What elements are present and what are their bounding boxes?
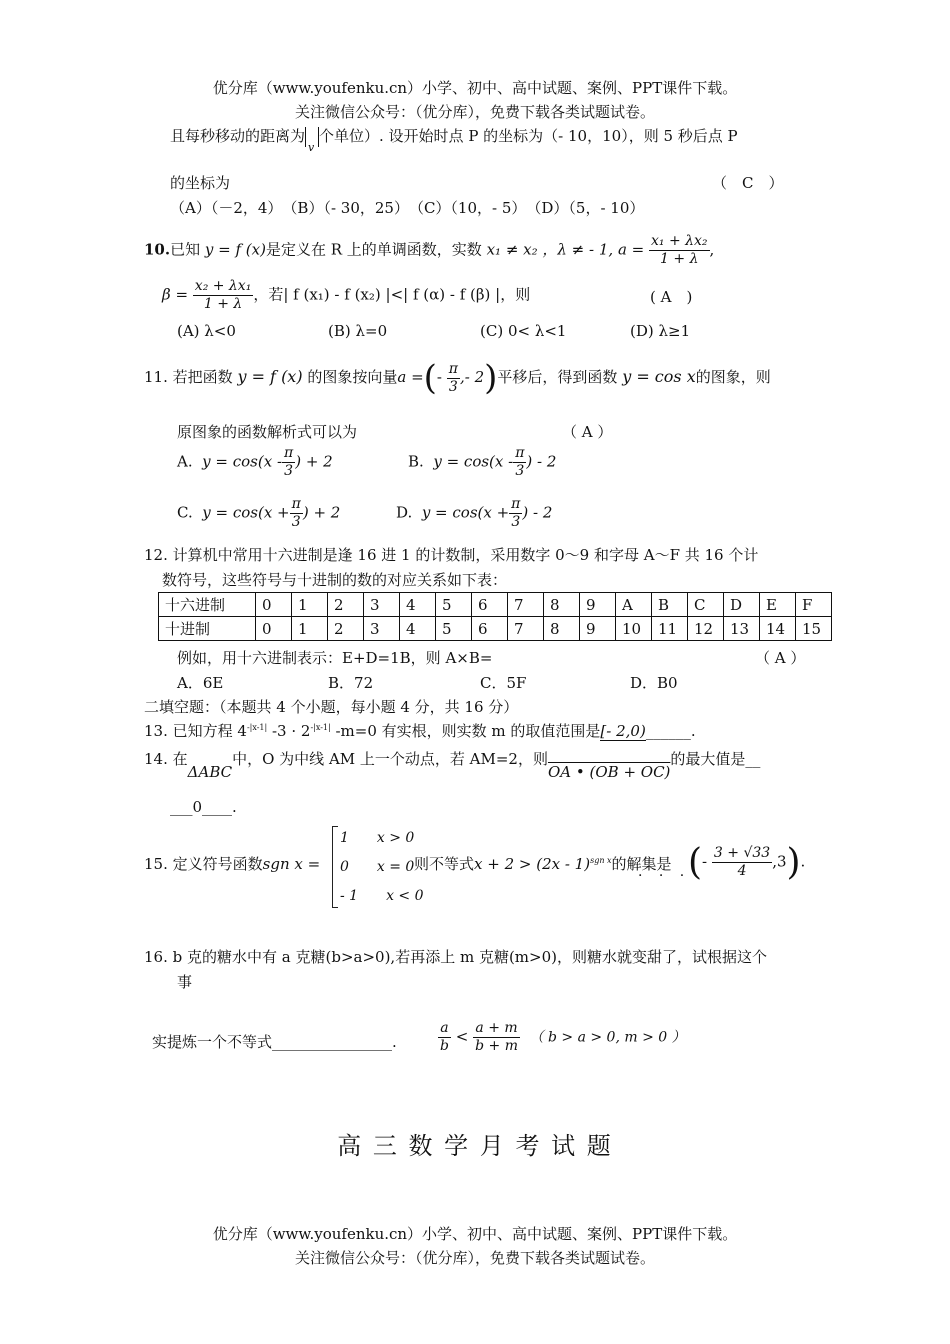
hex-table bbox=[158, 592, 832, 641]
hex-cell: 2 bbox=[328, 593, 364, 617]
q13: 13. 已知方程 $4^{-|x-1|}$ $-3 \cdot 2^{-|x-1|}$ -m=0 有实根，则实数 m 的取值范围是[- 2,0)______. bbox=[144, 722, 696, 740]
q16-answer: $\frac{a}{b}$ < $\frac{a + m}{b + m}$ （ b > a > 0, m > 0 ） bbox=[440, 1020, 686, 1054]
page-title: 高 三 数 学 月 考 试 题 bbox=[337, 1132, 613, 1160]
q10-answer: ( A ) bbox=[650, 288, 693, 306]
q14-line-1: 14. 在ΔABC中，O 为中线 AM 上一个动点，若 AM=2，则OA • (OB + OC)的最大值是__ bbox=[144, 750, 761, 781]
q12-option-c: C．5F bbox=[480, 674, 527, 692]
q9-line-2: 的坐标为 bbox=[170, 174, 231, 192]
section-fill-blank: 二填空题：（本题共 4 个小题，每小题 4 分，共 16 分） bbox=[144, 698, 519, 716]
q12-line-1: 12. 计算机中常用十六进制是逢 16 进 1 的计数制，采用数字 0～9 和字母 A～F 共 16 个计 bbox=[144, 546, 759, 564]
dec-cell: 4 bbox=[400, 617, 436, 641]
dec-cell: 5 bbox=[436, 617, 472, 641]
vector-fraction: $\frac{\pi}{3}$ bbox=[448, 360, 458, 395]
q11-line-2: 原图象的函数解析式可以为 bbox=[177, 423, 358, 441]
q11-option-d: D. y = cos(x + $\frac{\pi}{3}$ ) - 2 bbox=[396, 496, 553, 530]
footer-line-1: 优分库（www.youfenku.cn）小学、初中、高中试题、案例、PPT课件下载。 bbox=[212, 1225, 738, 1243]
dec-cell: 11 bbox=[652, 617, 688, 641]
hex-cell: 0 bbox=[256, 593, 292, 617]
q16-line-2: 事 bbox=[177, 973, 193, 991]
dec-cell: 12 bbox=[688, 617, 724, 641]
dec-row bbox=[159, 617, 832, 641]
footer-line-2: 关注微信公众号：（优分库），免费下载各类试题试卷。 bbox=[294, 1249, 655, 1267]
dec-cell: 8 bbox=[544, 617, 580, 641]
hex-cell: 3 bbox=[364, 593, 400, 617]
q9-options: （A）（－2，4） （B）（- 30，25） （C）（10，- 5） （D）（5，- 10） bbox=[170, 199, 645, 217]
q16-line-3: 实提炼一个不等式________________. bbox=[152, 1033, 397, 1051]
q15-case-1: 1 x > 0 bbox=[340, 830, 415, 846]
q15-brace bbox=[332, 826, 338, 908]
q10-option-d: (D) λ≥1 bbox=[630, 322, 691, 340]
q11-line-1: 11. 若把函数 y = f (x) 的图象按向量a =(- $\frac{\pi}{3}$ ,- 2)平移后，得到函数 y = cos x的图象，则 bbox=[144, 358, 771, 398]
q12-example: 例如，用十六进制表示：E+D=1B，则 A×B= bbox=[177, 649, 493, 667]
dec-cell: 13 bbox=[724, 617, 760, 641]
q11-answer: （ A ） bbox=[562, 423, 613, 441]
hex-cell: 7 bbox=[508, 593, 544, 617]
q14-answer: ___0____. bbox=[170, 798, 237, 816]
vector-v: v bbox=[308, 141, 315, 154]
beta-fraction: $\frac{\text{x₂ + λx₁}}{1 + \lambda}$ bbox=[194, 278, 252, 312]
q15-case-2: 0 x = 0 bbox=[340, 859, 415, 875]
hex-row bbox=[159, 593, 832, 617]
hex-cell: D bbox=[724, 593, 760, 617]
q11-option-b: B. y = cos(x - $\frac{\pi}{3}$ ) - 2 bbox=[408, 445, 557, 479]
q12-option-a: A．6E bbox=[177, 674, 224, 692]
hex-row-label: 十六进制 bbox=[159, 593, 256, 617]
dec-cell: 2 bbox=[328, 617, 364, 641]
q9-answer: （ C ） bbox=[712, 174, 784, 192]
hex-cell: E bbox=[760, 593, 796, 617]
q15-case-3: - 1 x < 0 bbox=[340, 888, 424, 904]
dec-cell: 10 bbox=[616, 617, 652, 641]
dec-row-label: 十进制 bbox=[159, 617, 256, 641]
q14-expression: OA • (OB + OC) bbox=[547, 763, 671, 781]
q10-option-c: (C) 0< λ<1 bbox=[480, 322, 567, 340]
hex-cell: C bbox=[688, 593, 724, 617]
q13-answer: [- 2,0) bbox=[600, 722, 646, 740]
q10-line-2: β = $\frac{\text{x₂ + λx₁}}{1 + \lambda}$ ，若| f (x₁) - f (x₂) |<| f (α) - f (β) |，则 bbox=[162, 278, 531, 312]
hex-cell: 6 bbox=[472, 593, 508, 617]
dec-cell: 7 bbox=[508, 617, 544, 641]
alpha-fraction: $\frac{\text{x₁ + λx₂}}{1 + \lambda}$ bbox=[651, 233, 708, 267]
hex-cell: B bbox=[652, 593, 688, 617]
dec-cell: 9 bbox=[580, 617, 616, 641]
q16-line-1: 16. b 克的糖水中有 a 克糖(b>a>0),若再添上 m 克糖(m>0)，则糖水就变甜了，试根据这个 bbox=[144, 948, 767, 966]
hex-cell: 9 bbox=[580, 593, 616, 617]
q15-text: 则不等式x + 2 > (2x - 1)$^{sgn x}$的解集是 bbox=[414, 855, 672, 873]
header-line-1: 优分库（www.youfenku.cn）小学、初中、高中试题、案例、PPT课件下载。 bbox=[212, 79, 738, 97]
dec-cell: 15 bbox=[796, 617, 832, 641]
q12-option-d: D．B0 bbox=[630, 674, 678, 692]
hex-cell: F bbox=[796, 593, 832, 617]
q12-option-b: B．72 bbox=[328, 674, 374, 692]
hex-cell: 4 bbox=[400, 593, 436, 617]
q15-emphasis-dots: · · · bbox=[638, 868, 691, 884]
hex-cell: 5 bbox=[436, 593, 472, 617]
hex-cell: A bbox=[616, 593, 652, 617]
dec-cell: 0 bbox=[256, 617, 292, 641]
q15-answer: (- $\frac{3 + √33}{4}$ ,3). bbox=[688, 842, 806, 883]
hex-cell: 1 bbox=[292, 593, 328, 617]
q9-line-1: 且每秒移动的距离为 v 个单位）. 设开始时点 P 的坐标为（- 10，10），则 5 秒后点 P bbox=[170, 127, 738, 154]
q11-option-a: A. y = cos(x - $\frac{\pi}{3}$ ) + 2 bbox=[177, 445, 333, 479]
q11-option-c: C. y = cos(x + $\frac{\pi}{3}$ ) + 2 bbox=[177, 496, 341, 530]
dec-cell: 14 bbox=[760, 617, 796, 641]
dec-cell: 1 bbox=[292, 617, 328, 641]
q10-option-b: (B) λ=0 bbox=[328, 322, 388, 340]
q10-line-1: 10.已知 y = f (x)是定义在 R 上的单调函数，实数 x₁ ≠ x₂ ，λ ≠ - 1, a = $\frac{\text{x₁ + λx₂}}{1 + \lambda}$ , bbox=[144, 233, 715, 267]
q12-answer: （ A ） bbox=[755, 649, 806, 667]
dec-cell: 3 bbox=[364, 617, 400, 641]
q10-option-a: (A) λ<0 bbox=[177, 322, 236, 340]
q15-label: 15. 定义符号函数sgn x = bbox=[144, 855, 321, 873]
header-line-2: 关注微信公众号：（优分库），免费下载各类试题试卷。 bbox=[294, 103, 655, 121]
dec-cell: 6 bbox=[472, 617, 508, 641]
q12-line-2: 数符号，这些符号与十进制的数的对应关系如下表： bbox=[162, 571, 508, 589]
hex-cell: 8 bbox=[544, 593, 580, 617]
